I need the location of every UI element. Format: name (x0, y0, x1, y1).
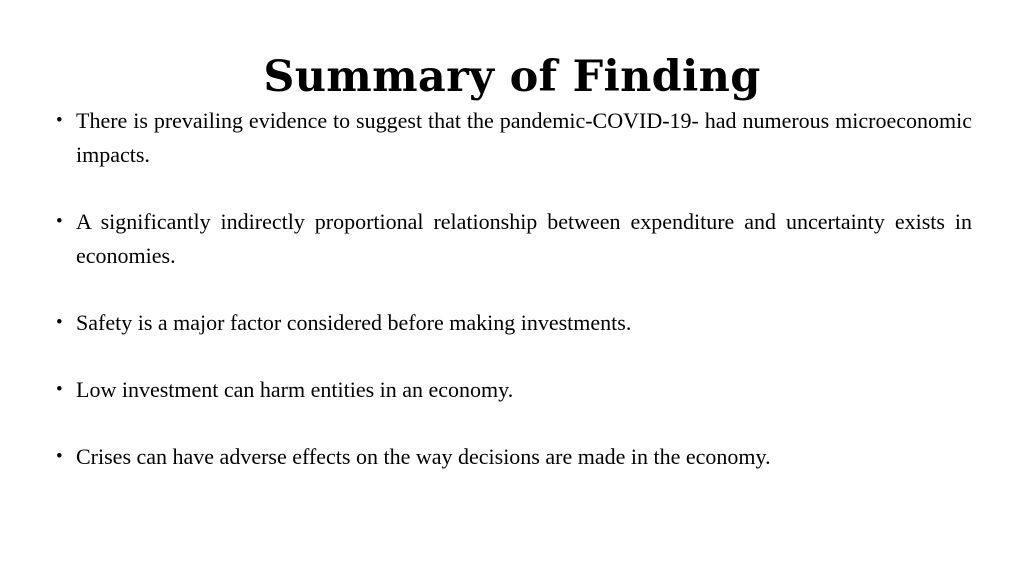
bullet-icon: • (56, 312, 63, 333)
finding-item (56, 440, 972, 474)
finding-text: Low investment can harm entities in an economy. (76, 377, 514, 402)
bullet-icon: • (56, 379, 63, 400)
finding-item (56, 104, 972, 172)
slide-title: Summary of Finding (263, 51, 761, 102)
bullet-icon: • (56, 446, 63, 467)
findings-list (56, 104, 972, 507)
finding-text: There is prevailing evidence to suggest that the pandemic-COVID-19- had numerous microeconomic impacts. (76, 108, 972, 167)
finding-text: A significantly indirectly proportional relationship between expenditure and uncertainty exists in economies. (76, 209, 972, 268)
finding-item (56, 205, 972, 273)
bullet-icon: • (56, 110, 63, 131)
finding-text: Crises can have adverse effects on the way decisions are made in the economy. (76, 444, 771, 469)
finding-text: Safety is a major factor considered before making investments. (76, 310, 632, 335)
finding-item (56, 373, 972, 407)
finding-item (56, 306, 972, 340)
bullet-icon: • (56, 211, 63, 232)
